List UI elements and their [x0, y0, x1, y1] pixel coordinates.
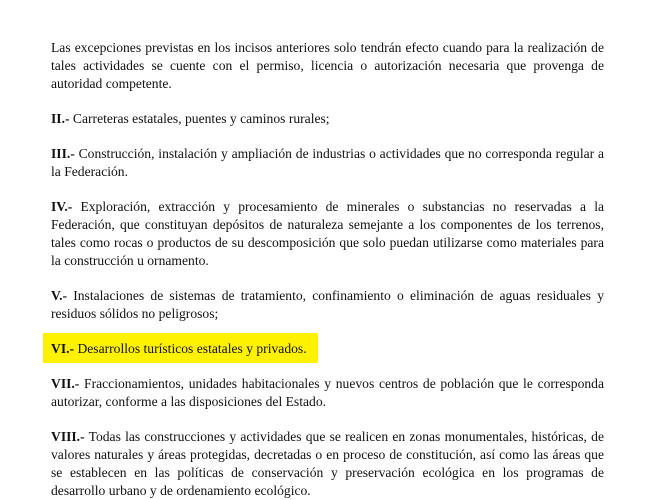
item-viii-text: Todas las construcciones y actividades que se realicen en zonas monumentales, históricas, de valores naturales y áreas protegidas, decretadas o en proceso de constitución, así como las áreas que se establecen en las políticas de conservación y preservación ecológica en los programas de desarrollo urbano y de ordenamiento ecológico. — [51, 429, 604, 498]
item-v-numeral: V.- — [51, 288, 67, 303]
item-vii-numeral: VII.- — [51, 376, 80, 391]
item-v-text: Instalaciones de sistemas de tratamiento, confinamiento o eliminación de aguas residuales y residuos sólidos no peligrosos; — [51, 288, 604, 321]
item-iv-text: Exploración, extracción y procesamiento de minerales o substancias no reservadas a la Federación, que constituyan depósitos de naturaleza semejante a los componentes de los terrenos, tales como rocas o productos de su descomposición que solo puedan utilizarse como materiales para la construcción u ornamento. — [51, 199, 604, 268]
item-vii — [51, 375, 604, 411]
item-iii — [51, 145, 604, 181]
item-vi-row — [51, 340, 604, 358]
intro-paragraph: Las excepciones previstas en los incisos anteriores solo tendrán efecto cuando para la realización de tales actividades se cuente con el permiso, licencia o autorización necesaria que provenga de autoridad competente. — [51, 40, 604, 91]
item-vi-numeral: VI.- — [51, 341, 75, 356]
item-ii — [51, 110, 604, 128]
item-ii-text: Carreteras estatales, puentes y caminos rurales; — [69, 111, 330, 126]
item-iv-numeral: IV.- — [51, 199, 73, 214]
item-vi — [51, 340, 604, 358]
document-page — [51, 39, 604, 500]
item-vii-text: Fraccionamientos, unidades habitacionales y nuevos centros de población que le corresponda autorizar, conforme a las disposiciones del Estado. — [51, 376, 604, 409]
item-iv — [51, 198, 604, 270]
item-viii-numeral: VIII.- — [51, 429, 85, 444]
item-iii-numeral: III.- — [51, 146, 75, 161]
item-vi-text: Desarrollos turísticos estatales y privados. — [74, 341, 307, 356]
item-ii-numeral: II.- — [51, 111, 70, 126]
item-v — [51, 287, 604, 323]
item-viii — [51, 428, 604, 500]
item-iii-text: Construcción, instalación y ampliación de industrias o actividades que no corresponda regular a la Federación. — [51, 146, 604, 179]
